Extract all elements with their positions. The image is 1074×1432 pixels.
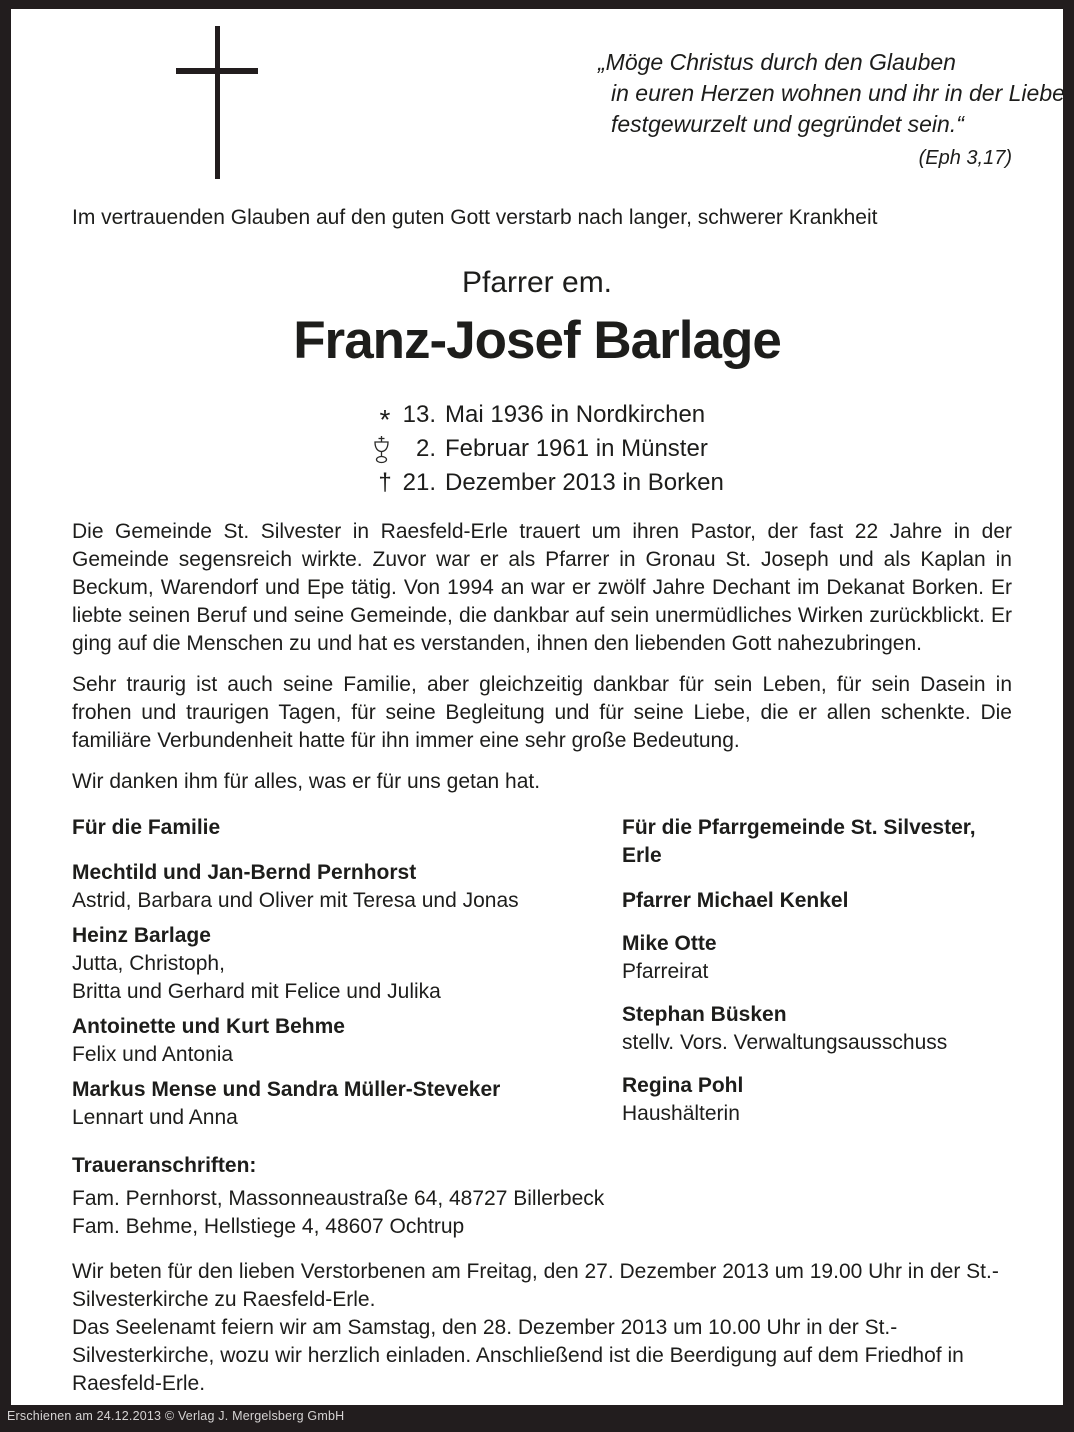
condolence-addresses xyxy=(72,1152,1012,1241)
parish-column-header: Für die Pfarrgemeinde St. Silvester, Erle xyxy=(622,816,976,867)
mourner-group xyxy=(622,887,1017,915)
address-line: Fam. Pernhorst, Massonneaustraße 64, 48727 Billerbeck xyxy=(72,1187,605,1210)
body-paragraph: Sehr traurig ist auch seine Familie, aber gleichzeitig dankbar für sein Leben, für sein Dasein in frohen und traurigen Tagen, für seine Begleitung und für seine Liebe, die er allen schenkte. Die familiäre Verbundenheit hatte für ihn immer eine sehr große Bedeutung. xyxy=(72,673,1012,752)
mourner-subline: Britta und Gerhard mit Felice und Julika xyxy=(72,980,441,1003)
life-dates xyxy=(372,398,724,500)
mourner-group xyxy=(72,859,622,915)
intro-sentence: Im vertrauenden Glauben auf den guten Gott verstarb nach langer, schwerer Krankheit xyxy=(72,206,878,229)
life-date-text: Mai 1936 in Nordkirchen xyxy=(445,401,706,428)
mourner-name: Regina Pohl xyxy=(622,1074,744,1097)
mourner-subline: stellv. Vors. Verwaltungsausschuss xyxy=(622,1031,948,1054)
life-date-day: 13. xyxy=(402,401,436,428)
body-paragraphs xyxy=(72,518,1012,809)
mourner-group xyxy=(72,1076,622,1132)
mourner-group xyxy=(72,922,622,1006)
chalice-icon xyxy=(372,434,398,465)
deceased-name: Franz-Josef Barlage xyxy=(293,311,781,370)
mourner-group xyxy=(72,1013,622,1069)
mourner-subline: Felix und Antonia xyxy=(72,1043,234,1066)
body-paragraph: Die Gemeinde St. Silvester in Raesfeld-Erle trauert um ihren Pastor, der fast 22 Jahre in der Gemeinde segensreich wirkte. Zuvor war er als Pfarrer in Gronau St. Joseph und als Kaplan in Beckum, Warendorf und Epe tätig. Von 1994 an war er zwölf Jahre Dechant im Dekanat Borken. Er liebte seinen Beruf und seine Gemeinde, die dankbar auf sein unermüdliches Wirken zurückblickt. Er ging auf die Menschen zu und hat es verstanden, ihnen den liebenden Gott nahezubringen. xyxy=(72,520,1012,655)
mourner-subline: Astrid, Barbara und Oliver mit Teresa und Jonas xyxy=(72,889,519,912)
mourner-name: Mechtild und Jan-Bernd Pernhorst xyxy=(72,861,417,884)
life-date-text: Februar 1961 in Münster xyxy=(445,435,708,462)
life-date-text: Dezember 2013 in Borken xyxy=(445,469,724,496)
dagger-cross-icon: † xyxy=(378,469,392,496)
publisher-footer: Erschienen am 24.12.2013 © Verlag J. Mergelsberg GmbH xyxy=(7,1409,345,1423)
family-column-header: Für die Familie xyxy=(72,816,221,839)
addresses-header: Traueranschriften: xyxy=(72,1154,257,1177)
mourners-columns xyxy=(72,814,1017,1143)
mourner-name: Antoinette und Kurt Behme xyxy=(72,1015,345,1038)
family-column xyxy=(72,814,622,1143)
scripture-quote-lines xyxy=(598,47,1065,140)
body-paragraph: Wir danken ihm für alles, was er für uns getan hat. xyxy=(72,770,541,793)
mourner-name: Mike Otte xyxy=(622,932,717,955)
mourner-group xyxy=(622,930,1017,986)
mourner-name: Heinz Barlage xyxy=(72,924,211,947)
scripture-quote-line: festgewurzelt und gegründet sein.“ xyxy=(611,111,964,137)
asterisk-born-icon: * xyxy=(379,404,391,435)
scripture-quote xyxy=(598,47,1065,174)
scripture-reference: (Eph 3,17) xyxy=(918,147,1012,169)
life-date-day: 2. xyxy=(415,435,436,462)
scripture-quote-line: in euren Herzen wohnen und ihr in der Liebe xyxy=(611,80,1065,106)
mourner-subline: Lennart und Anna xyxy=(72,1106,238,1129)
service-paragraph: Das Seelenamt feiern wir am Samstag, den 28. Dezember 2013 um 10.00 Uhr in der St.-Silvesterkirche, wozu wir herzlich einladen. Anschließend ist die Beerdigung auf dem Friedhof in Raesfeld-Erle. xyxy=(72,1316,964,1395)
mourner-group xyxy=(622,1072,1017,1128)
life-date-day: 21. xyxy=(402,469,436,496)
life-date-row xyxy=(372,398,724,435)
service-information xyxy=(72,1258,1014,1398)
mourner-group xyxy=(622,1001,1017,1057)
mourner-name: Pfarrer Michael Kenkel xyxy=(622,889,849,912)
service-paragraph: Wir beten für den lieben Verstorbenen am Freitag, den 27. Dezember 2013 um 19.00 Uhr in der St.-Silvesterkirche zu Raesfeld-Erle. xyxy=(72,1260,999,1311)
mourner-subline: Haushälterin xyxy=(622,1102,740,1125)
mourner-name: Markus Mense und Sandra Müller-Steveker xyxy=(72,1078,501,1101)
mourner-name: Stephan Büsken xyxy=(622,1003,787,1026)
scripture-quote-line: „Möge Christus durch den Glauben xyxy=(598,49,956,75)
life-date-row xyxy=(372,432,724,466)
mourner-subline: Jutta, Christoph, xyxy=(72,952,225,975)
address-line: Fam. Behme, Hellstiege 4, 48607 Ochtrup xyxy=(72,1215,465,1238)
deceased-title: Pfarrer em. xyxy=(461,266,613,299)
latin-cross-icon xyxy=(175,26,260,181)
addresses-lines xyxy=(72,1185,1012,1241)
life-date-row xyxy=(372,466,724,500)
parish-column xyxy=(622,814,1017,1143)
mourner-subline: Pfarreirat xyxy=(622,960,709,983)
